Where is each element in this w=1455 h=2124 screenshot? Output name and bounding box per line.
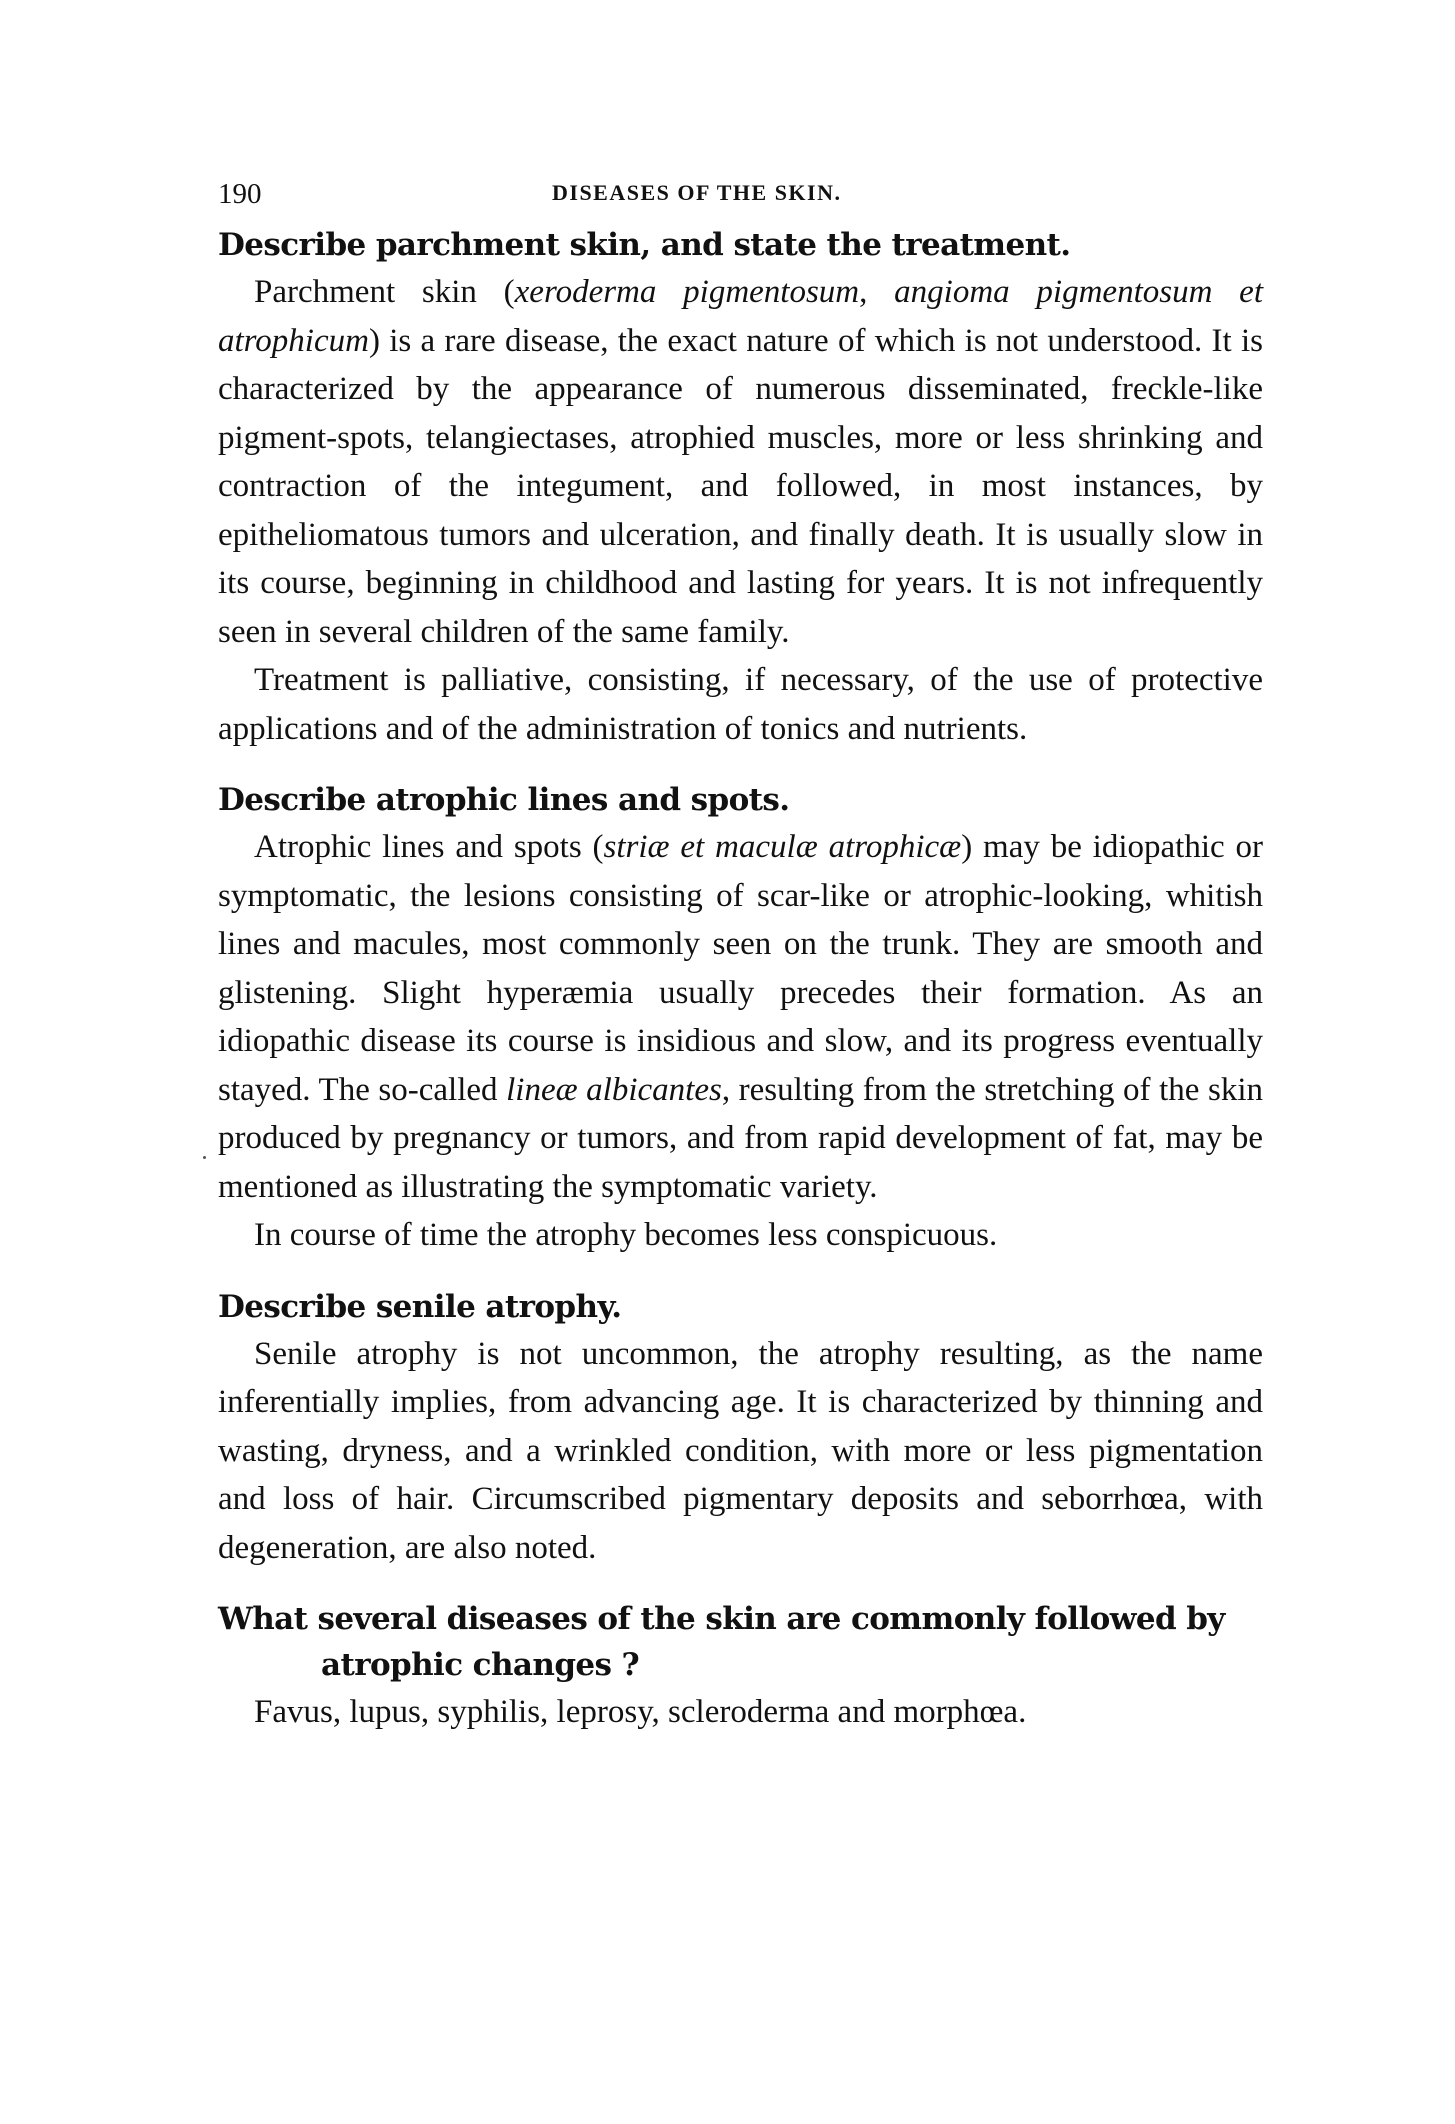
running-title: DISEASES OF THE SKIN. [552, 180, 842, 205]
latin-term: striæ et maculæ atrophicæ [603, 829, 962, 865]
page-number: 190 [218, 178, 262, 210]
paragraph-text: , [859, 274, 895, 310]
answer-paragraph [218, 1330, 1263, 1573]
question-heading [218, 1284, 1263, 1330]
answer-paragraph [218, 268, 1263, 656]
latin-term: xeroderma pigmentosum [514, 274, 860, 310]
paragraph-text: Treatment is palliative, consisting, if necessary, of the use of protective applications and of the administration of tonics and nutrients. [218, 662, 1263, 747]
paragraph-text: ) is a rare disease, the exact nature of which is not understood. It is characterized by the appearance of numerous disseminated, freckle-like pigment-spots, telangiectases, atrophied muscles, more or less shrinking and contraction of the integument, and followed, in most instances, by epitheliomatous tumors and ulceration, and finally death. It is usually slow in its course, beginning in childhood and lasting for years. It is not infrequently seen in several children of the same family. [218, 322, 1263, 650]
question-heading [218, 222, 1263, 268]
question-heading [218, 777, 1263, 823]
question-text-continued: atrophic changes ? [321, 1647, 640, 1683]
question-heading [218, 1596, 1263, 1688]
latin-term: lineæ albicantes [506, 1071, 722, 1108]
answer-paragraph [218, 1688, 1263, 1737]
answer-paragraph [218, 1211, 1263, 1260]
question-text: Describe senile atrophy. [218, 1288, 622, 1325]
section-parchment-skin [218, 222, 1263, 753]
question-text: What several diseases of the skin are commonly followed by [218, 1601, 1225, 1637]
paragraph-text: Parchment skin ( [254, 274, 515, 310]
section-atrophic-changes [218, 1596, 1263, 1737]
paragraph-text: Favus, lupus, syphilis, leprosy, scleroderma and morphœa. [254, 1694, 1027, 1730]
answer-paragraph [218, 823, 1263, 1211]
question-text: Describe atrophic lines and spots. [218, 782, 790, 818]
paragraph-text: ) may be idiopathic or symptomatic, the lesions consisting of scar-like or atrophic-looking, whitish lines and macules, most commonly seen on the trunk. They are smooth and glistening. Slight hyperæmia usually precedes their formation. As an idiopathic disease its course is insidious and slow, and its progress eventually stayed. The so-called [218, 829, 1263, 1108]
paragraph-text: , resulting from the stretching of the skin produced by pregnancy or tumors, and from rapid development of fat, may be mentioned as illustrating the symptomatic variety. [218, 1071, 1263, 1205]
question-text: Describe parchment skin, and state the treatment. [218, 227, 1071, 263]
latin-term: angioma pigmentosum et atrophicum [218, 274, 1264, 359]
section-senile-atrophy [218, 1284, 1263, 1573]
book-page [218, 178, 1263, 1737]
answer-paragraph [218, 656, 1263, 753]
paragraph-text: Senile atrophy is not uncommon, the atrophy resulting, as the name inferentially implies, from advancing age. It is characterized by thinning and wasting, dryness, and a wrinkled condition, with more or less pigmentation and loss of hair. Circumscribed pigmentary deposits and seborrhœa, with degeneration, are also noted. [218, 1335, 1263, 1566]
paragraph-text: In course of time the atrophy becomes less conspicuous. [254, 1217, 998, 1253]
print-speck [203, 1156, 206, 1159]
section-atrophic-lines [218, 777, 1263, 1260]
paragraph-text: Atrophic lines and spots ( [254, 829, 604, 865]
running-head [218, 178, 1263, 218]
